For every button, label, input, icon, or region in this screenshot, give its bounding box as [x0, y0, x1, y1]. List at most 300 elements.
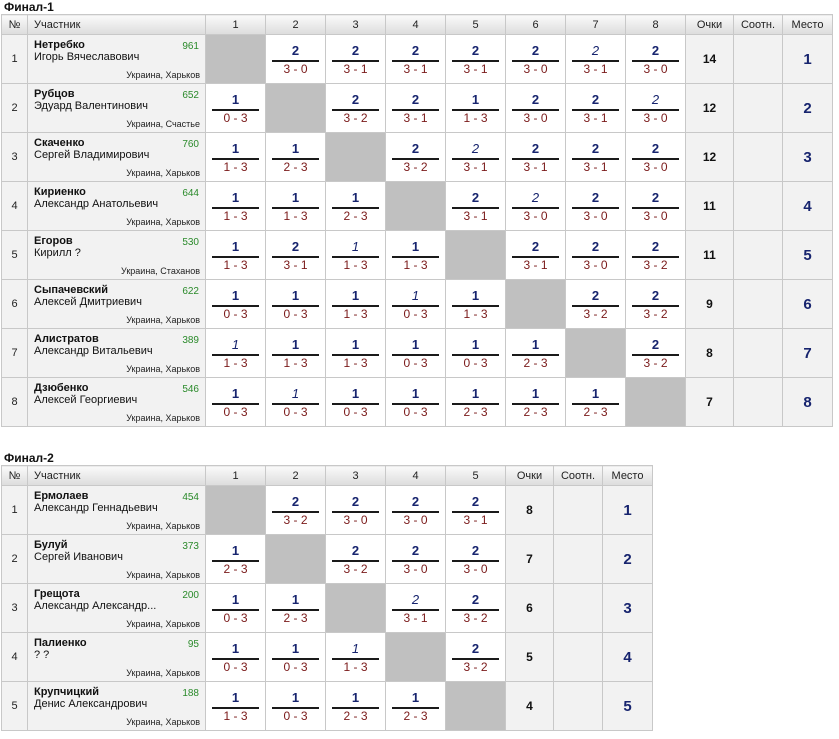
match-score: 0 - 3 — [463, 356, 488, 370]
player-name-link[interactable]: Крупчицкий — [34, 686, 99, 698]
player-rating: 622 — [182, 286, 199, 297]
header-place[interactable]: Место — [603, 466, 653, 486]
total-points: 4 — [506, 682, 554, 731]
ratio-cell — [554, 486, 603, 535]
results-table — [1, 14, 833, 427]
section-title: Финал-2 — [4, 451, 54, 465]
match-points: 1 — [231, 141, 240, 156]
match-score: 1 - 3 — [223, 709, 248, 723]
match-points: 1 — [231, 386, 240, 401]
match-score: 3 - 0 — [523, 111, 548, 125]
match-result-cell[interactable] — [206, 329, 266, 378]
match-points: 2 — [651, 190, 660, 205]
table-row — [2, 280, 833, 329]
match-points: 1 — [291, 190, 300, 205]
match-score: 2 - 3 — [223, 562, 248, 576]
match-points: 1 — [291, 141, 300, 156]
match-score: 3 - 1 — [403, 111, 428, 125]
match-result-cell[interactable] — [206, 133, 266, 182]
match-points: 1 — [471, 386, 480, 401]
match-score: 0 - 3 — [223, 405, 248, 419]
match-score: 1 - 3 — [223, 258, 248, 272]
final-place: 3 — [783, 133, 833, 182]
match-result-cell[interactable] — [206, 84, 266, 133]
match-points: 2 — [291, 494, 300, 509]
player-name-link[interactable]: Ермолаев — [34, 490, 89, 502]
player-name-link[interactable]: Скаченко — [34, 137, 85, 149]
match-points: 2 — [411, 543, 420, 558]
match-result-cell[interactable] — [506, 84, 566, 133]
match-score: 1 - 3 — [343, 307, 368, 321]
match-points: 2 — [531, 92, 540, 107]
match-score: 3 - 0 — [523, 62, 548, 76]
match-result-cell[interactable] — [326, 486, 386, 535]
match-result-cell[interactable] — [446, 486, 506, 535]
match-score: 3 - 1 — [523, 258, 548, 272]
total-points: 8 — [506, 486, 554, 535]
match-points: 2 — [471, 43, 480, 58]
match-points: 2 — [591, 288, 600, 303]
participant-cell — [28, 378, 206, 427]
match-result-cell[interactable] — [566, 231, 626, 280]
player-rating: 644 — [182, 188, 199, 199]
row-number: 7 — [2, 329, 28, 378]
match-score: 1 - 3 — [343, 356, 368, 370]
match-result-cell[interactable] — [626, 133, 686, 182]
match-points: 2 — [471, 494, 480, 509]
match-score: 3 - 1 — [583, 111, 608, 125]
match-result-cell[interactable] — [626, 84, 686, 133]
final-place: 6 — [783, 280, 833, 329]
match-score: 0 - 3 — [283, 307, 308, 321]
self-cell — [206, 35, 266, 84]
match-result-cell[interactable] — [386, 280, 446, 329]
header-opponent-2: 2 — [266, 15, 326, 35]
match-result-cell[interactable] — [266, 682, 326, 731]
match-points: 2 — [471, 543, 480, 558]
match-points: 1 — [591, 386, 600, 401]
match-score: 0 - 3 — [403, 307, 428, 321]
header-participant[interactable]: Участник — [28, 15, 206, 35]
match-points: 1 — [291, 690, 300, 705]
final-place: 7 — [783, 329, 833, 378]
match-score: 2 - 3 — [343, 709, 368, 723]
match-result-cell[interactable] — [386, 682, 446, 731]
match-result-cell[interactable] — [266, 633, 326, 682]
ratio-cell — [734, 329, 783, 378]
match-score: 3 - 1 — [403, 611, 428, 625]
row-number: 3 — [2, 133, 28, 182]
match-result-cell[interactable] — [386, 535, 446, 584]
player-rating: 961 — [182, 41, 199, 52]
match-result-cell[interactable] — [206, 682, 266, 731]
match-score: 2 - 3 — [523, 405, 548, 419]
header-no[interactable]: № — [2, 15, 28, 35]
match-result-cell[interactable] — [266, 329, 326, 378]
match-result-cell[interactable] — [386, 378, 446, 427]
match-result-cell[interactable] — [266, 182, 326, 231]
table-row — [2, 231, 833, 280]
match-score: 3 - 2 — [643, 258, 668, 272]
player-location: Украина, Харьков — [126, 619, 200, 629]
player-rating: 200 — [182, 590, 199, 601]
match-result-cell[interactable] — [266, 133, 326, 182]
match-result-cell[interactable] — [566, 378, 626, 427]
player-location: Украина, Харьков — [126, 521, 200, 531]
match-score: 3 - 0 — [643, 111, 668, 125]
player-location: Украина, Харьков — [126, 315, 200, 325]
match-result-cell[interactable] — [206, 280, 266, 329]
match-result-cell[interactable] — [386, 486, 446, 535]
header-ratio[interactable]: Соотн. — [554, 466, 603, 486]
row-number: 6 — [2, 280, 28, 329]
match-result-cell[interactable] — [326, 35, 386, 84]
match-score: 0 - 3 — [223, 611, 248, 625]
total-points: 8 — [686, 329, 734, 378]
match-result-cell[interactable] — [446, 35, 506, 84]
match-points: 2 — [531, 239, 540, 254]
player-location: Украина, Стаханов — [121, 266, 200, 276]
match-score: 1 - 3 — [223, 209, 248, 223]
header-row — [2, 15, 833, 35]
match-points: 1 — [231, 92, 240, 107]
match-points: 2 — [351, 494, 360, 509]
player-full-name: Игорь Вячеславович — [34, 51, 140, 63]
match-points: 1 — [351, 690, 360, 705]
match-result-cell[interactable] — [506, 378, 566, 427]
player-location: Украина, Счастье — [126, 119, 200, 129]
match-score: 3 - 0 — [583, 258, 608, 272]
match-result-cell[interactable] — [626, 329, 686, 378]
row-number: 2 — [2, 535, 28, 584]
match-score: 0 - 3 — [223, 307, 248, 321]
match-points: 1 — [231, 288, 240, 303]
match-points: 2 — [651, 288, 660, 303]
match-result-cell[interactable] — [206, 182, 266, 231]
match-result-cell[interactable] — [326, 84, 386, 133]
self-cell — [266, 535, 326, 584]
match-result-cell[interactable] — [326, 378, 386, 427]
participant-cell — [28, 280, 206, 329]
match-result-cell[interactable] — [446, 535, 506, 584]
match-points: 1 — [351, 386, 360, 401]
match-score: 2 - 3 — [283, 611, 308, 625]
participant-cell — [28, 133, 206, 182]
match-result-cell[interactable] — [386, 35, 446, 84]
match-score: 3 - 2 — [463, 611, 488, 625]
match-points: 1 — [291, 337, 300, 352]
match-score: 0 - 3 — [223, 111, 248, 125]
match-points: 1 — [351, 239, 360, 254]
match-result-cell[interactable] — [506, 182, 566, 231]
participant-cell — [28, 84, 206, 133]
match-result-cell[interactable] — [206, 584, 266, 633]
player-name-link[interactable]: Нетребко — [34, 39, 85, 51]
ratio-cell — [554, 535, 603, 584]
match-score: 2 - 3 — [523, 356, 548, 370]
player-rating: 188 — [182, 688, 199, 699]
match-score: 3 - 1 — [523, 160, 548, 174]
ratio-cell — [554, 633, 603, 682]
header-opponent-1: 1 — [206, 15, 266, 35]
match-points: 2 — [411, 92, 420, 107]
match-score: 3 - 1 — [343, 62, 368, 76]
match-points: 1 — [411, 386, 420, 401]
match-points: 2 — [591, 190, 600, 205]
header-points[interactable]: Очки — [506, 466, 554, 486]
final-place: 4 — [783, 182, 833, 231]
header-opponent-5: 5 — [446, 466, 506, 486]
header-opponent-4: 4 — [386, 466, 446, 486]
match-result-cell[interactable] — [626, 35, 686, 84]
match-points: 2 — [411, 43, 420, 58]
match-result-cell[interactable] — [626, 280, 686, 329]
player-rating: 454 — [182, 492, 199, 503]
match-score: 3 - 1 — [463, 513, 488, 527]
match-result-cell[interactable] — [386, 231, 446, 280]
match-result-cell[interactable] — [326, 535, 386, 584]
row-number: 4 — [2, 633, 28, 682]
self-cell — [386, 633, 446, 682]
match-score: 2 - 3 — [583, 405, 608, 419]
player-name-link[interactable]: Рубцов — [34, 88, 75, 100]
match-result-cell[interactable] — [326, 280, 386, 329]
match-result-cell[interactable] — [506, 35, 566, 84]
match-score: 3 - 0 — [463, 562, 488, 576]
total-points: 7 — [506, 535, 554, 584]
match-points: 2 — [591, 92, 600, 107]
player-full-name: Сергей Владимирович — [34, 149, 150, 161]
match-points: 2 — [651, 337, 660, 352]
player-name-link[interactable]: Кириенко — [34, 186, 86, 198]
total-points: 5 — [506, 633, 554, 682]
self-cell — [386, 182, 446, 231]
self-cell — [326, 584, 386, 633]
player-name-link[interactable]: Дзюбенко — [34, 382, 89, 394]
match-points: 1 — [291, 641, 300, 656]
match-points: 1 — [471, 337, 480, 352]
match-score: 3 - 2 — [403, 160, 428, 174]
player-name-link[interactable]: Сыпачевский — [34, 284, 108, 296]
match-result-cell[interactable] — [506, 133, 566, 182]
match-points: 2 — [471, 641, 480, 656]
table-row — [2, 633, 653, 682]
participant-cell — [28, 329, 206, 378]
match-result-cell[interactable] — [326, 182, 386, 231]
self-cell — [446, 231, 506, 280]
header-opponent-3: 3 — [326, 15, 386, 35]
participant-cell — [28, 633, 206, 682]
match-result-cell[interactable] — [626, 231, 686, 280]
match-points: 2 — [471, 141, 480, 156]
header-no[interactable]: № — [2, 466, 28, 486]
match-result-cell[interactable] — [506, 231, 566, 280]
match-points: 1 — [231, 592, 240, 607]
total-points: 12 — [686, 133, 734, 182]
table-row — [2, 84, 833, 133]
match-score: 3 - 1 — [463, 160, 488, 174]
results-table — [1, 465, 653, 731]
match-score: 2 - 3 — [283, 160, 308, 174]
match-points: 2 — [591, 43, 600, 58]
match-score: 3 - 1 — [583, 62, 608, 76]
player-full-name: Алексей Георгиевич — [34, 394, 138, 406]
match-points: 1 — [291, 386, 300, 401]
player-rating: 95 — [187, 639, 199, 650]
table-row — [2, 182, 833, 231]
ratio-cell — [734, 378, 783, 427]
self-cell — [326, 133, 386, 182]
match-points: 1 — [471, 92, 480, 107]
match-points: 2 — [291, 239, 300, 254]
match-score: 1 - 3 — [223, 160, 248, 174]
match-result-cell[interactable] — [626, 182, 686, 231]
match-result-cell[interactable] — [206, 231, 266, 280]
match-result-cell[interactable] — [566, 280, 626, 329]
header-opponent-7: 7 — [566, 15, 626, 35]
player-full-name: Эдуард Валентинович — [34, 100, 148, 112]
match-points: 1 — [351, 641, 360, 656]
table-row — [2, 535, 653, 584]
row-number: 5 — [2, 682, 28, 731]
match-result-cell[interactable] — [446, 633, 506, 682]
player-location: Украина, Харьков — [126, 570, 200, 580]
final-place: 1 — [783, 35, 833, 84]
total-points: 11 — [686, 231, 734, 280]
player-rating: 530 — [182, 237, 199, 248]
match-score: 3 - 1 — [283, 258, 308, 272]
match-result-cell[interactable] — [206, 378, 266, 427]
player-name-link[interactable]: Булуй — [34, 539, 68, 551]
match-result-cell[interactable] — [326, 633, 386, 682]
match-result-cell[interactable] — [446, 84, 506, 133]
match-result-cell[interactable] — [206, 633, 266, 682]
match-points: 2 — [651, 43, 660, 58]
match-score: 3 - 2 — [583, 307, 608, 321]
match-points: 2 — [591, 239, 600, 254]
participant-cell — [28, 584, 206, 633]
player-rating: 373 — [182, 541, 199, 552]
final-place: 8 — [783, 378, 833, 427]
table-row — [2, 584, 653, 633]
player-full-name: ? ? — [34, 649, 50, 661]
match-result-cell[interactable] — [266, 584, 326, 633]
match-result-cell[interactable] — [566, 35, 626, 84]
ratio-cell — [734, 231, 783, 280]
row-number: 1 — [2, 35, 28, 84]
total-points: 6 — [506, 584, 554, 633]
total-points: 9 — [686, 280, 734, 329]
match-points: 2 — [651, 92, 660, 107]
match-points: 1 — [231, 543, 240, 558]
match-points: 1 — [291, 592, 300, 607]
match-result-cell[interactable] — [266, 231, 326, 280]
match-result-cell[interactable] — [326, 682, 386, 731]
ratio-cell — [734, 182, 783, 231]
match-result-cell[interactable] — [446, 280, 506, 329]
match-score: 1 - 3 — [283, 356, 308, 370]
header-points[interactable]: Очки — [686, 15, 734, 35]
match-score: 0 - 3 — [403, 356, 428, 370]
match-points: 2 — [471, 592, 480, 607]
match-points: 2 — [351, 92, 360, 107]
header-opponent-8: 8 — [626, 15, 686, 35]
player-full-name: Денис Александрович — [34, 698, 148, 710]
match-result-cell[interactable] — [266, 486, 326, 535]
match-points: 2 — [411, 494, 420, 509]
match-score: 1 - 3 — [463, 111, 488, 125]
header-participant[interactable]: Участник — [28, 466, 206, 486]
match-result-cell[interactable] — [566, 182, 626, 231]
match-score: 3 - 0 — [523, 209, 548, 223]
match-points: 1 — [231, 190, 240, 205]
match-result-cell[interactable] — [386, 584, 446, 633]
match-result-cell[interactable] — [446, 329, 506, 378]
match-result-cell[interactable] — [206, 535, 266, 584]
match-score: 0 - 3 — [223, 660, 248, 674]
participant-cell — [28, 535, 206, 584]
match-result-cell[interactable] — [446, 133, 506, 182]
match-points: 1 — [411, 337, 420, 352]
table-row — [2, 329, 833, 378]
match-result-cell[interactable] — [386, 133, 446, 182]
match-score: 2 - 3 — [343, 209, 368, 223]
match-result-cell[interactable] — [266, 378, 326, 427]
match-result-cell[interactable] — [446, 584, 506, 633]
match-result-cell[interactable] — [446, 182, 506, 231]
match-result-cell[interactable] — [566, 84, 626, 133]
match-score: 3 - 1 — [463, 62, 488, 76]
match-result-cell[interactable] — [266, 35, 326, 84]
player-rating: 760 — [182, 139, 199, 150]
header-ratio[interactable]: Соотн. — [734, 15, 783, 35]
ratio-cell — [554, 682, 603, 731]
player-name-link[interactable]: Палиенко — [34, 637, 87, 649]
match-result-cell[interactable] — [266, 280, 326, 329]
match-result-cell[interactable] — [386, 329, 446, 378]
header-place[interactable]: Место — [783, 15, 833, 35]
match-score: 3 - 1 — [583, 160, 608, 174]
participant-cell — [28, 35, 206, 84]
row-number: 8 — [2, 378, 28, 427]
match-result-cell[interactable] — [386, 84, 446, 133]
match-result-cell[interactable] — [446, 378, 506, 427]
total-points: 7 — [686, 378, 734, 427]
player-name-link[interactable]: Алистратов — [34, 333, 99, 345]
match-score: 3 - 1 — [403, 62, 428, 76]
match-score: 1 - 3 — [463, 307, 488, 321]
match-result-cell[interactable] — [326, 231, 386, 280]
player-rating: 389 — [182, 335, 199, 346]
match-points: 1 — [531, 337, 540, 352]
match-result-cell[interactable] — [566, 133, 626, 182]
player-full-name: Александр Анатольевич — [34, 198, 159, 210]
match-points: 1 — [471, 288, 480, 303]
match-points: 1 — [231, 690, 240, 705]
ratio-cell — [734, 133, 783, 182]
section-title: Финал-1 — [4, 0, 54, 14]
match-result-cell[interactable] — [506, 329, 566, 378]
match-points: 2 — [471, 190, 480, 205]
match-score: 3 - 0 — [343, 513, 368, 527]
total-points: 14 — [686, 35, 734, 84]
player-name-link[interactable]: Егоров — [34, 235, 73, 247]
match-points: 2 — [291, 43, 300, 58]
match-result-cell[interactable] — [326, 329, 386, 378]
match-score: 3 - 2 — [463, 660, 488, 674]
table-row — [2, 682, 653, 731]
player-name-link[interactable]: Грещота — [34, 588, 80, 600]
